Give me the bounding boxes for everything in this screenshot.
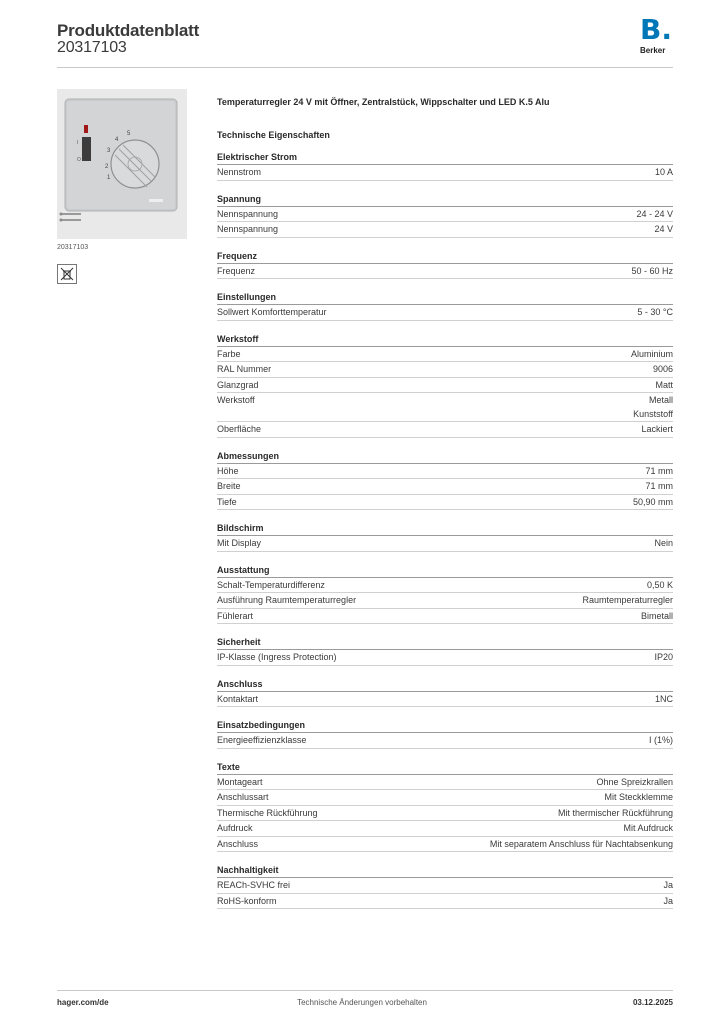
spec-value-line: Ja — [663, 880, 673, 890]
spec-label: Nennspannung — [217, 224, 279, 234]
spec-label: Aufdruck — [217, 823, 253, 833]
spec-label: Tiefe — [217, 496, 237, 507]
spec-row — [217, 393, 673, 422]
spec-label: Kontaktart — [217, 693, 259, 704]
spec-row — [217, 165, 673, 181]
spec-row — [217, 362, 673, 378]
spec-label: Frequenz — [217, 265, 256, 276]
spec-row — [217, 593, 673, 609]
spec-value-line: Bimetall — [640, 610, 673, 621]
spec-value-line: Mit separatem Anschluss für Nachtabsenkung — [489, 838, 673, 849]
spec-label: IP-Klasse (Ingress Protection) — [217, 652, 337, 662]
spec-value — [633, 496, 673, 510]
spec-value — [641, 423, 673, 437]
spec-row — [217, 305, 673, 321]
spec-value-line: IP20 — [654, 652, 673, 662]
technical-heading: Technische Eigenschaften — [217, 130, 330, 140]
spec-value — [631, 265, 673, 279]
header-divider — [57, 67, 673, 68]
spec-row — [217, 775, 673, 791]
spec-label: Ausführung Raumtemperaturregler — [217, 595, 357, 605]
product-image — [57, 89, 187, 239]
spec-value — [663, 879, 673, 893]
spec-row — [217, 464, 673, 480]
dial-number-4: 4 — [115, 137, 119, 143]
section-title: Sicherheit — [217, 624, 673, 650]
section-title: Einstellungen — [217, 279, 673, 305]
spec-row — [217, 264, 673, 280]
section-title: Frequenz — [217, 238, 673, 264]
spec-section — [217, 852, 673, 909]
spec-value-line: Aluminium — [630, 348, 673, 359]
spec-row — [217, 894, 673, 910]
spec-value-line: 1NC — [654, 693, 673, 704]
spec-section — [217, 321, 673, 438]
switch-label-off: O — [77, 157, 81, 163]
spec-label: Schalt-Temperaturdifferenz — [217, 579, 325, 590]
spec-label: Werkstoff — [217, 395, 255, 405]
section-title: Ausstattung — [217, 552, 673, 578]
spec-section — [217, 707, 673, 749]
section-title: Bildschirm — [217, 510, 673, 536]
spec-row — [217, 806, 673, 822]
spec-value — [641, 610, 673, 624]
spec-value-line: I (1%) — [648, 735, 673, 745]
spec-value-line: 71 mm — [645, 481, 673, 491]
section-title: Nachhaltigkeit — [217, 852, 673, 878]
section-title: Spannung — [217, 181, 673, 207]
spec-row — [217, 733, 673, 749]
spec-row — [217, 650, 673, 666]
logo-letter: B. — [640, 13, 672, 46]
berker-logo — [640, 13, 676, 56]
spec-row — [217, 495, 673, 511]
footer-divider — [57, 990, 673, 991]
product-subtitle: Temperaturregler 24 V mit Öffner, Zentralstück, Wippschalter und LED K.5 Alu — [217, 97, 550, 107]
spec-label: REACh-SVHC frei — [217, 880, 291, 890]
spec-sections — [217, 142, 673, 909]
spec-label: Höhe — [217, 465, 239, 476]
spec-value — [582, 594, 673, 608]
spec-row — [217, 692, 673, 708]
weee-recycling-icon — [57, 264, 77, 284]
spec-value-line: Raumtemperaturregler — [582, 595, 673, 605]
spec-label: Mit Display — [217, 538, 262, 548]
spec-value — [558, 807, 673, 821]
spec-row — [217, 821, 673, 837]
spec-value — [654, 537, 673, 551]
spec-value-line: Mit Aufdruck — [623, 823, 673, 833]
spec-row — [217, 536, 673, 552]
spec-section — [217, 238, 673, 280]
spec-value — [645, 465, 673, 479]
dial-number-5: 5 — [127, 131, 131, 137]
spec-row — [217, 207, 673, 223]
spec-value-line: 24 V — [654, 224, 673, 234]
spec-value-line: Metall — [648, 395, 673, 405]
section-title: Einsatzbedingungen — [217, 707, 673, 733]
spec-label: Glanzgrad — [217, 379, 259, 390]
spec-value-line: Mit Steckklemme — [604, 792, 673, 802]
footer-website: hager.com/de — [57, 998, 109, 1007]
page-title: Produktdatenblatt — [57, 21, 200, 40]
spec-label: Nennstrom — [217, 167, 262, 177]
spec-value — [623, 822, 673, 836]
spec-value-line: Ohne Spreizkrallen — [596, 776, 673, 787]
spec-section — [217, 510, 673, 552]
spec-value — [655, 693, 673, 707]
footer-disclaimer: Technische Änderungen vorbehalten — [297, 998, 427, 1007]
spec-value-line: 0,50 K — [646, 579, 673, 590]
product-specs — [217, 95, 673, 909]
spec-value-line: 50 - 60 Hz — [631, 265, 673, 276]
spec-row — [217, 422, 673, 438]
spec-value — [647, 579, 673, 593]
spec-value — [645, 480, 673, 494]
footer-date: 03.12.2025 — [632, 998, 673, 1007]
spec-row — [217, 609, 673, 625]
spec-row — [217, 222, 673, 238]
spec-value — [631, 348, 673, 362]
spec-value-line: 9006 — [652, 364, 673, 374]
spec-value-line: 10 A — [654, 167, 673, 177]
spec-value — [654, 223, 673, 237]
spec-value-line: Ja — [663, 895, 673, 906]
spec-value — [663, 895, 673, 909]
spec-label: Nennspannung — [217, 208, 279, 219]
product-number: 20317103 — [57, 39, 127, 56]
spec-value — [655, 379, 673, 393]
spec-row — [217, 347, 673, 363]
dial-number-2: 2 — [105, 164, 109, 170]
spec-label: Thermische Rückführung — [217, 807, 318, 818]
spec-value-line: 24 - 24 V — [636, 208, 673, 219]
spec-label: RoHS-konform — [217, 895, 277, 906]
spec-value — [596, 776, 673, 790]
spec-section — [217, 181, 673, 238]
spec-value-line: 71 mm — [645, 465, 673, 476]
spec-row — [217, 790, 673, 806]
spec-value-line: Nein — [654, 538, 673, 548]
section-title: Elektrischer Strom — [217, 142, 673, 165]
section-title: Texte — [217, 749, 673, 775]
section-title: Abmessungen — [217, 438, 673, 464]
section-title: Werkstoff — [217, 321, 673, 347]
spec-label: Fühlerart — [217, 610, 254, 621]
spec-section — [217, 552, 673, 625]
spec-value — [655, 166, 673, 180]
spec-value-line: 50,90 mm — [632, 496, 673, 507]
spec-value — [604, 791, 673, 805]
spec-value-line: 5 - 30 °C — [637, 307, 673, 317]
image-caption: 20317103 — [57, 244, 89, 251]
spec-value-line: Lackiert — [641, 424, 673, 434]
spec-label: Farbe — [217, 348, 241, 359]
spec-row — [217, 378, 673, 394]
spec-section — [217, 624, 673, 666]
spec-value — [633, 394, 673, 421]
spec-label: RAL Nummer — [217, 364, 272, 374]
spec-value — [636, 208, 673, 222]
spec-section — [217, 438, 673, 511]
spec-label: Montageart — [217, 776, 263, 787]
spec-value — [637, 306, 673, 320]
spec-value — [654, 651, 673, 665]
spec-section — [217, 279, 673, 321]
spec-section — [217, 142, 673, 181]
spec-label: Energieeffizienzklasse — [217, 735, 307, 745]
spec-value-line: Kunststoff — [633, 408, 673, 419]
spec-label: Anschluss — [217, 838, 259, 849]
spec-label: Oberfläche — [217, 424, 262, 434]
spec-value — [490, 838, 673, 852]
spec-section — [217, 666, 673, 708]
switch-label-on: I — [77, 140, 79, 146]
spec-value-line: Matt — [655, 379, 673, 390]
logo-text: Berker — [640, 46, 666, 55]
thermostat-illustration — [57, 89, 187, 239]
dial-number-1: 1 — [107, 175, 111, 181]
spec-row — [217, 837, 673, 853]
section-title: Anschluss — [217, 666, 673, 692]
spec-section — [217, 749, 673, 853]
spec-row — [217, 578, 673, 594]
spec-value-line: Mit thermischer Rückführung — [557, 807, 673, 818]
spec-label: Anschlussart — [217, 792, 269, 802]
spec-row — [217, 479, 673, 495]
dial-number-3: 3 — [107, 148, 111, 154]
spec-label: Breite — [217, 481, 241, 491]
spec-row — [217, 878, 673, 894]
spec-label: Sollwert Komforttemperatur — [217, 307, 327, 317]
spec-value — [649, 734, 673, 748]
spec-value — [653, 363, 673, 377]
